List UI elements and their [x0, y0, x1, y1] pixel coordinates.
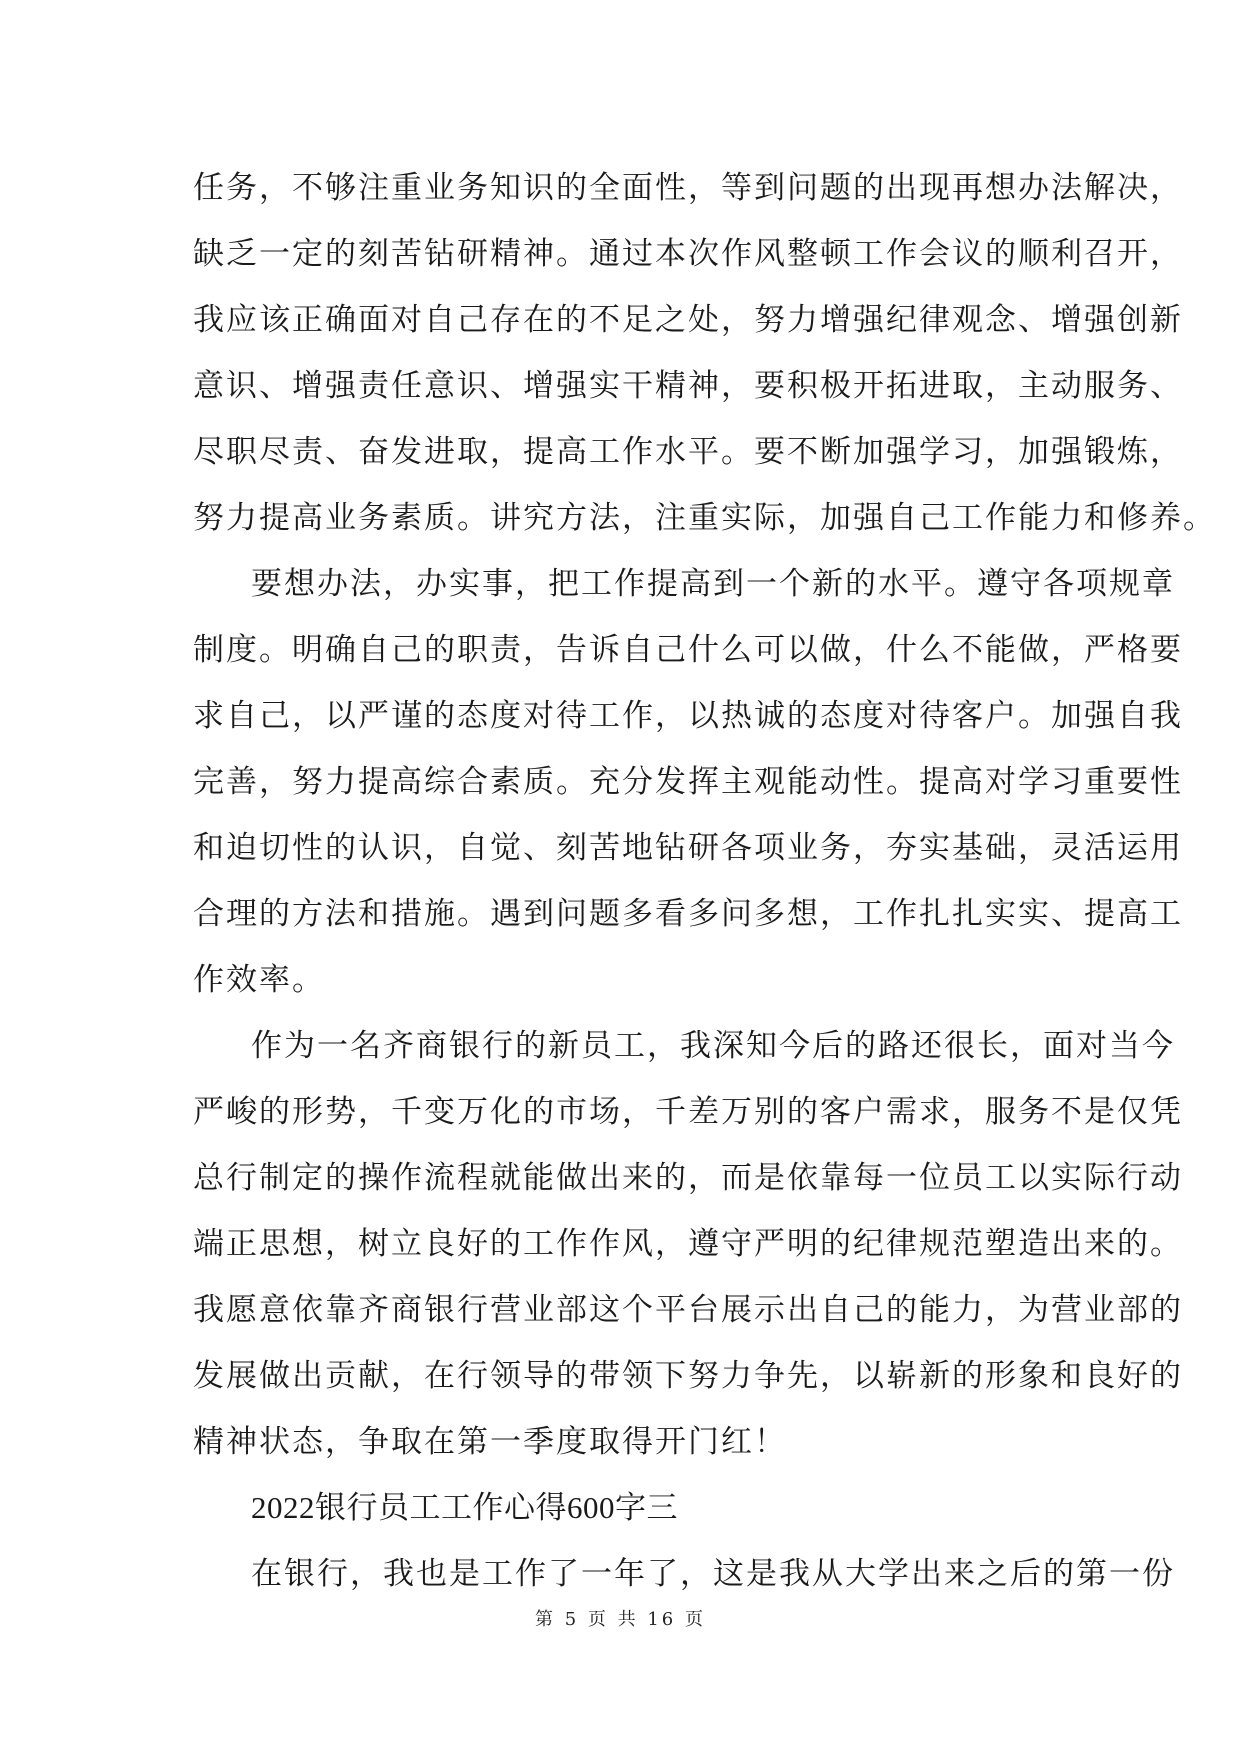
text-line: 任务，不够注重业务知识的全面性，等到问题的出现再想办法解决， — [193, 170, 1183, 206]
text-line: 端正思想，树立良好的工作作风，遵守严明的纪律规范塑造出来的。 — [193, 1226, 1183, 1262]
text-line: 严峻的形势，千变万化的市场，千差万别的客户需求，服务不是仅凭 — [193, 1094, 1183, 1130]
text-line: 尽职尽责、奋发进取，提高工作水平。要不断加强学习，加强锻炼， — [193, 434, 1183, 470]
text-line: 意识、增强责任意识、增强实干精神，要积极开拓进取，主动服务、 — [193, 368, 1183, 404]
text-line: 和迫切性的认识，自觉、刻苦地钻研各项业务，夯实基础，灵活运用 — [193, 830, 1183, 866]
text-line: 完善，努力提高综合素质。充分发挥主观能动性。提高对学习重要性 — [193, 764, 1183, 800]
text-line: 我应该正确面对自己存在的不足之处，努力增强纪律观念、增强创新 — [193, 302, 1183, 338]
text-line: 合理的方法和措施。遇到问题多看多问多想，工作扎扎实实、提高工 — [193, 896, 1183, 932]
text-line: 要想办法，办实事，把工作提高到一个新的水平。遵守各项规章 — [251, 566, 1175, 602]
text-line: 发展做出贡献，在行领导的带领下努力争先，以崭新的形象和良好的 — [193, 1358, 1183, 1394]
text-line: 缺乏一定的刻苦钻研精神。通过本次作风整顿工作会议的顺利召开， — [193, 236, 1183, 272]
text-line: 我愿意依靠齐商银行营业部这个平台展示出自己的能力，为营业部的 — [193, 1292, 1183, 1328]
text-line: 总行制定的操作流程就能做出来的，而是依靠每一位员工以实际行动 — [193, 1160, 1183, 1196]
text-line: 努力提高业务素质。讲究方法，注重实际，加强自己工作能力和修养。 — [193, 500, 1216, 536]
text-line: 精神状态，争取在第一季度取得开门红！ — [193, 1424, 787, 1460]
text-line: 求自己，以严谨的态度对待工作，以热诚的态度对待客户。加强自我 — [193, 698, 1183, 734]
section-heading: 2022银行员工工作心得600字三 — [251, 1490, 678, 1525]
text-line: 制度。明确自己的职责，告诉自己什么可以做，什么不能做，严格要 — [193, 632, 1183, 668]
text-line: 作为一名齐商银行的新员工，我深知今后的路还很长，面对当今 — [251, 1028, 1175, 1064]
page-footer: 第 5 页 共 16 页 — [535, 1609, 706, 1630]
text-line: 在银行，我也是工作了一年了，这是我从大学出来之后的第一份 — [251, 1556, 1175, 1592]
text-line: 作效率。 — [193, 962, 325, 998]
document-body — [193, 155, 1216, 1607]
